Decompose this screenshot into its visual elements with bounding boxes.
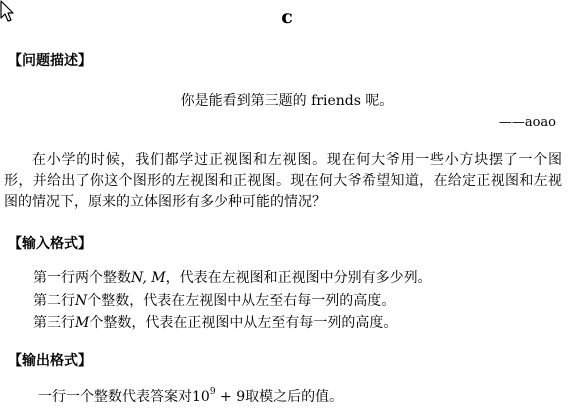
input-line-2-after: 个整数，代表在左视图中从左至右每一列的高度。 (87, 293, 396, 309)
output-line-before: 一行一个整数代表答案对 (38, 389, 192, 405)
quote-text: 你是能看到第三题的 friends 呢。 (180, 93, 394, 109)
input-line-1-before: 第一行两个整数 (33, 270, 131, 286)
input-line-3-before: 第三行 (33, 315, 75, 331)
input-line-3-variable: M (75, 315, 90, 331)
output-format-heading: 【输出格式】 (8, 353, 92, 369)
input-format-heading: 【输入格式】 (8, 236, 92, 252)
input-line-1-variables: N, M (131, 270, 166, 286)
description-paragraph: 在小学的时候，我们都学过正视图和左视图。现在何大爷用一些小方块摆了一个图形，并给出了你这个图形的左视图和正视图。现在何大爷希望知道，在给定正视图和左视图的情况下，原来的立体图形有多少种可能的情况？ (4, 152, 562, 210)
input-line-3 (33, 314, 397, 332)
input-line-1 (33, 269, 432, 287)
output-line (38, 388, 343, 406)
modulus-rest: + 9 (215, 389, 246, 405)
input-line-2 (33, 292, 395, 310)
output-line-after: 取模之后的值。 (245, 389, 344, 405)
input-line-2-before: 第二行 (33, 293, 75, 309)
input-line-1-after: ，代表在左视图和正视图中分别有多少列。 (165, 270, 432, 286)
problem-title: c (281, 6, 293, 28)
modulus-exponent: 9 (209, 387, 216, 398)
modulus-base: 10 (192, 389, 210, 405)
description-heading: 【问题描述】 (8, 53, 92, 69)
input-line-3-after: 个整数，代表在正视图中从左至有每一列的高度。 (89, 315, 398, 331)
quote-author: ——aoao (498, 115, 556, 130)
input-line-2-variable: N (75, 293, 88, 309)
